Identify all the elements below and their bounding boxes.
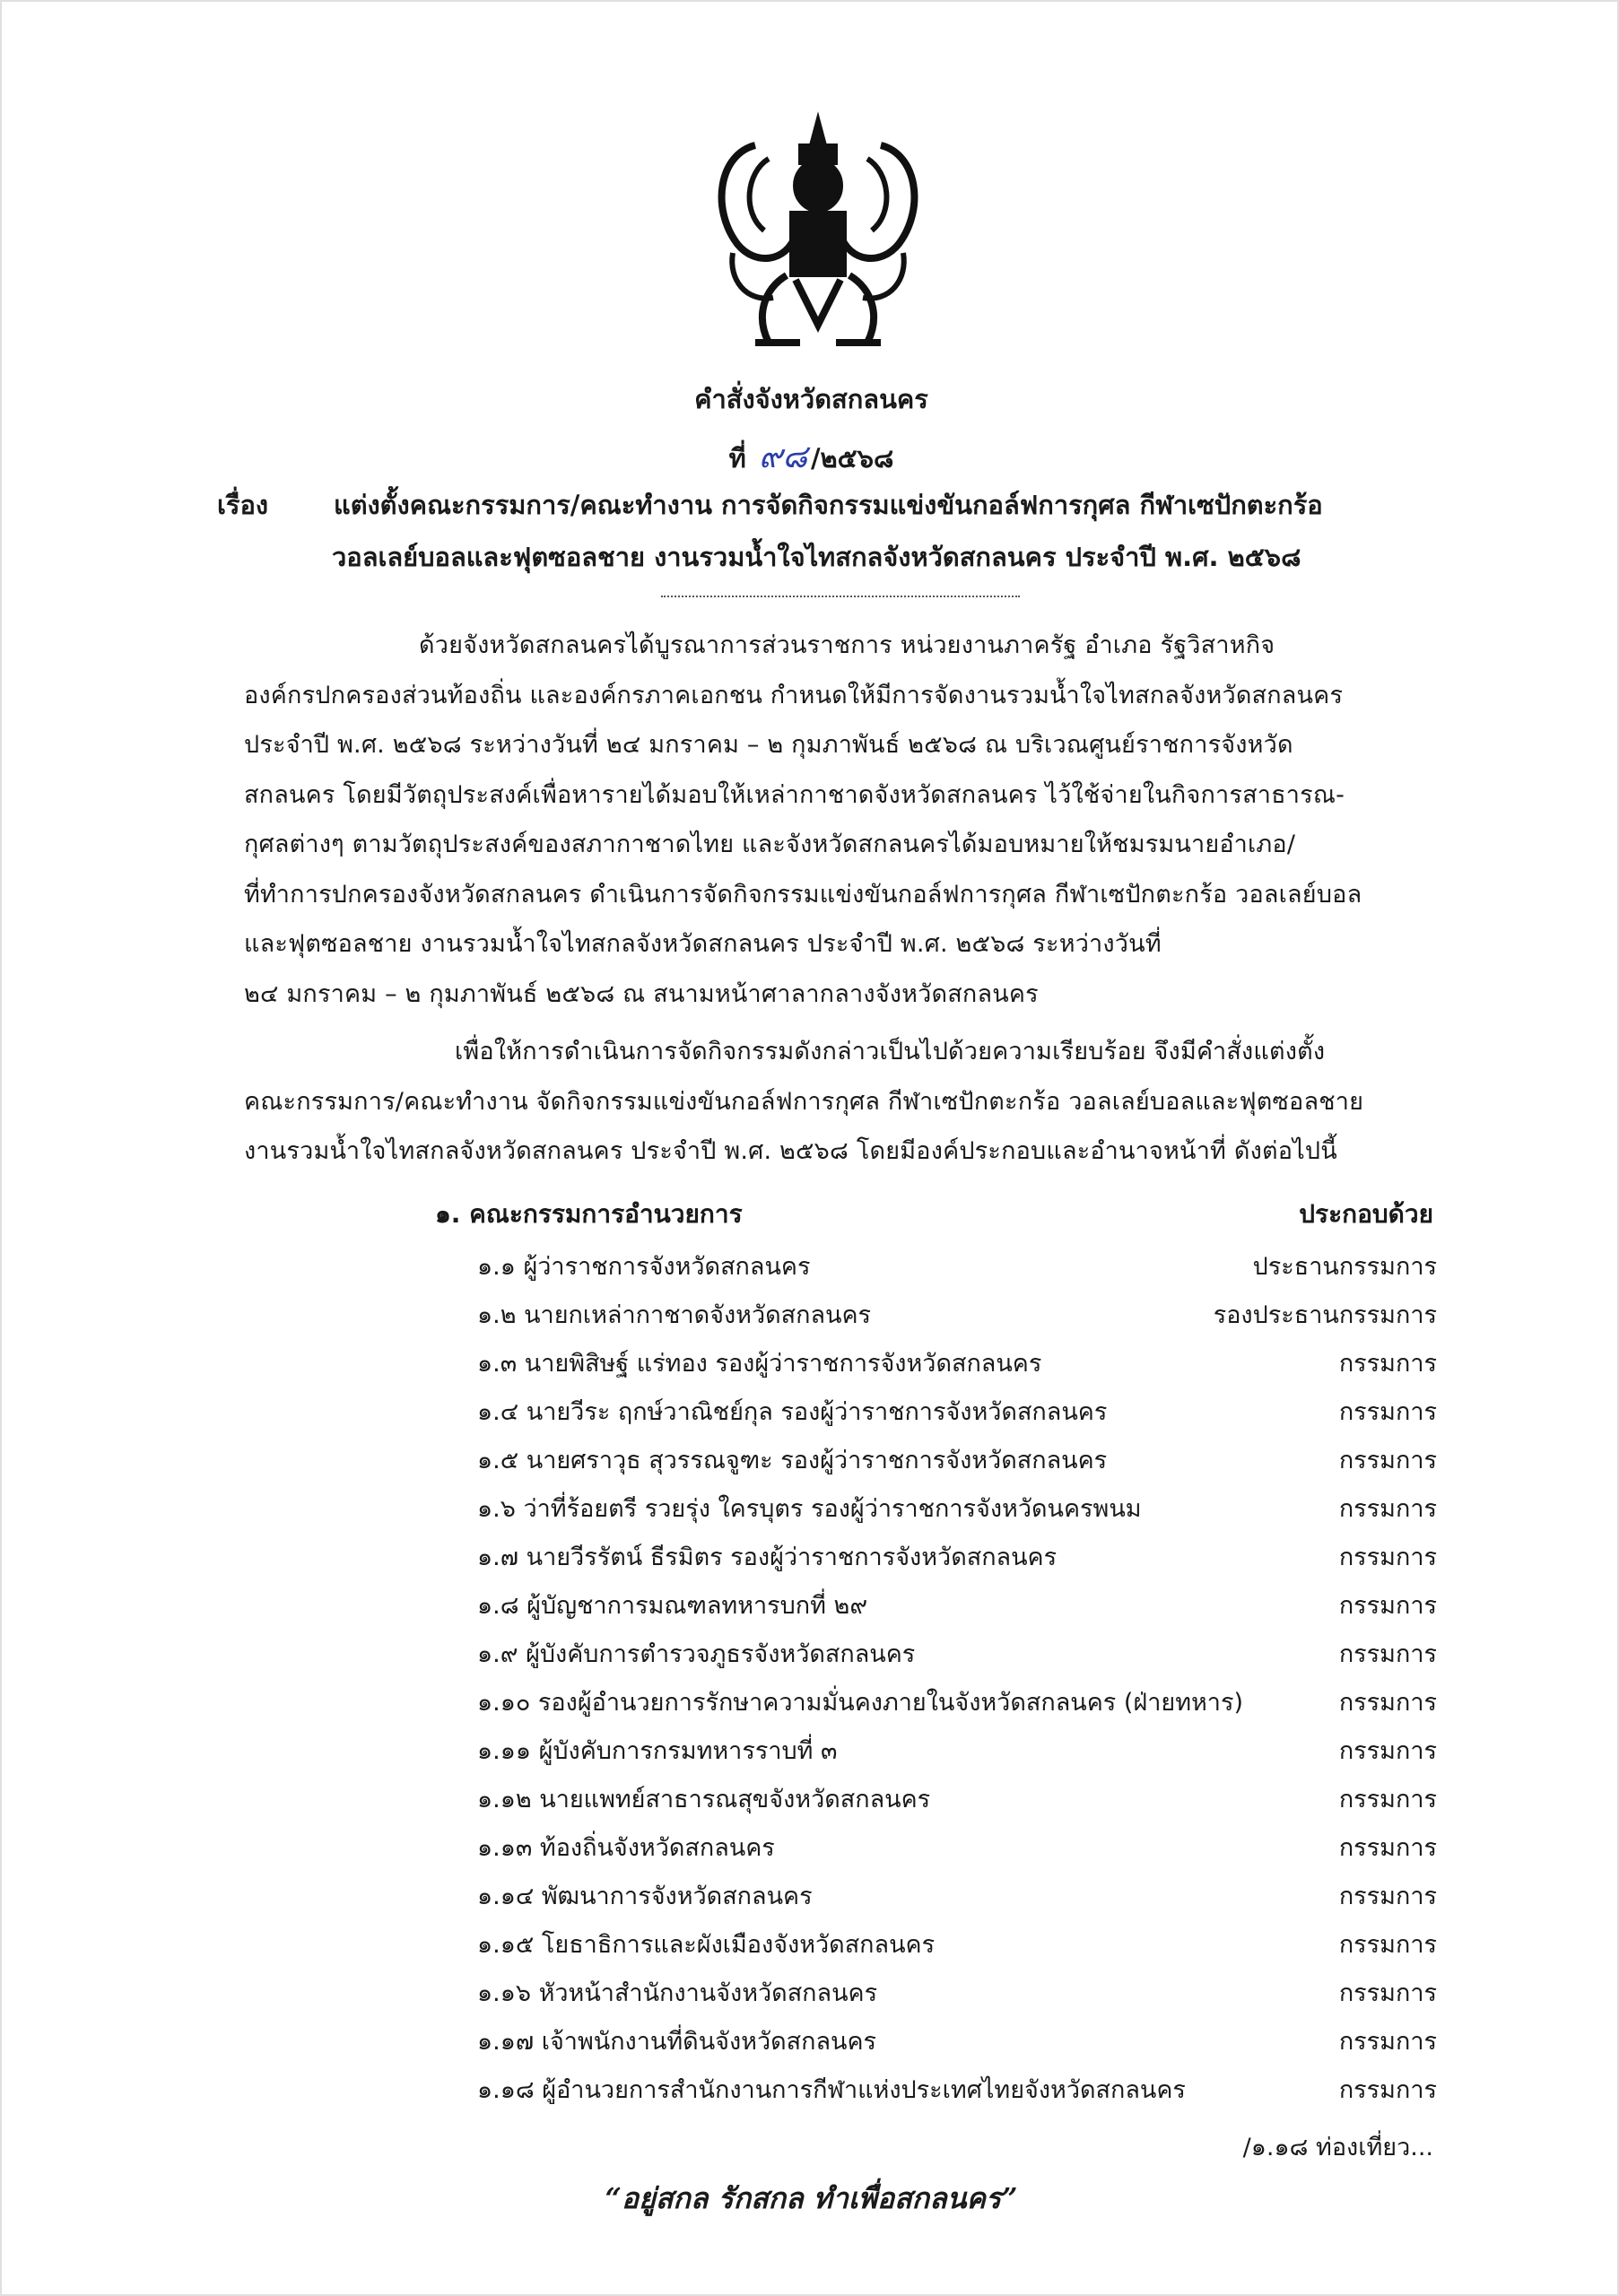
member-name: ๑.๖ ว่าที่ร้อยตรี รวยรุ่ง ใครบุตร รองผู้ว่าราชการจังหวัดนครพนม	[477, 1495, 1142, 1523]
committee-member-list	[477, 1243, 1437, 2115]
committee-member-row	[477, 1776, 1437, 1824]
committee-member-row	[477, 2066, 1437, 2115]
member-name: ๑.๕ นายศราวุธ สุวรรณจูฑะ รองผู้ว่าราชการจังหวัดสกลนคร	[477, 1447, 1108, 1474]
member-role: กรรมการ	[1338, 1447, 1437, 1474]
member-name: ๑.๑๒ นายแพทย์สาธารณสุขจังหวัดสกลนคร	[477, 1786, 931, 1813]
committee-member-row	[477, 1437, 1437, 1485]
committee-member-row	[477, 1534, 1437, 1582]
member-name: ๑.๑๖ หัวหน้าสำนักงานจังหวัดสกลนคร	[477, 1979, 878, 2007]
order-prefix: ที่	[728, 443, 746, 474]
committee-member-row	[477, 1631, 1437, 1679]
member-name: ๑.๔ นายวีระ ฤกษ์วาณิชย์กุล รองผู้ว่าราชการจังหวัดสกลนคร	[477, 1398, 1108, 1426]
member-name: ๑.๑ ผู้ว่าราชการจังหวัดสกลนคร	[477, 1253, 811, 1281]
member-role: กรรมการ	[1338, 1398, 1437, 1426]
member-role: กรรมการ	[1338, 2076, 1437, 2104]
committee-member-row	[477, 1970, 1437, 2018]
member-role: กรรมการ	[1338, 2028, 1437, 2056]
member-role: กรรมการ	[1338, 1640, 1437, 1668]
order-number-handwritten: ๙๘	[758, 439, 807, 475]
paragraph-line: ที่ทำการปกครองจังหวัดสกลนคร ดำเนินการจัดกิจกรรมแข่งขันกอล์ฟการกุศล กีฬาเซปักตะกร้อ วอลเลย์บอล	[244, 880, 1362, 909]
member-name: ๑.๑๗ เจ้าพนักงานที่ดินจังหวัดสกลนคร	[477, 2028, 877, 2056]
member-role: กรรมการ	[1338, 1979, 1437, 2007]
committee-member-row	[477, 1485, 1437, 1534]
garuda-emblem-icon	[701, 109, 935, 356]
committee-member-row	[477, 2018, 1437, 2066]
subject-label: เรื่อง	[217, 490, 269, 520]
subject-line-1: แต่งตั้งคณะกรรมการ/คณะทำงาน การจัดกิจกรรมแข่งขันกอล์ฟการกุศล กีฬาเซปักตะกร้อ	[334, 490, 1323, 520]
paragraph-line: ๒๔ มกราคม – ๒ กุมภาพันธ์ ๒๕๖๘ ณ สนามหน้าศาลากลางจังหวัดสกลนคร	[244, 979, 1039, 1008]
committee-heading: ๑. คณะกรรมการอำนวยการ	[435, 1199, 743, 1229]
member-name: ๑.๙ ผู้บังคับการตำรวจภูธรจังหวัดสกลนคร	[477, 1640, 916, 1668]
committee-member-row	[477, 1921, 1437, 1970]
member-role: กรรมการ	[1338, 1350, 1437, 1378]
member-name: ๑.๑๑ ผู้บังคับการกรมทหารราบที่ ๓	[477, 1737, 838, 1765]
member-name: ๑.๒ นายกเหล่ากาชาดจังหวัดสกลนคร	[477, 1301, 872, 1329]
member-role: กรรมการ	[1338, 1544, 1437, 1571]
member-name: ๑.๑๔ พัฒนาการจังหวัดสกลนคร	[477, 1883, 813, 1910]
member-name: ๑.๘ ผู้บัญชาการมณฑลทหารบกที่ ๒๙	[477, 1592, 868, 1620]
paragraph-2	[244, 1027, 1363, 1177]
order-number	[2, 430, 1619, 482]
member-name: ๑.๓ นายพิสิษฐ์ แร่ทอง รองผู้ว่าราชการจังหวัดสกลนคร	[477, 1350, 1042, 1378]
member-role: กรรมการ	[1338, 1737, 1437, 1765]
committee-member-row	[477, 1388, 1437, 1437]
paragraph-line: งานรวมน้ำใจไทสกลจังหวัดสกลนคร ประจำปี พ.ศ. ๒๕๖๘ โดยมีองค์ประกอบและอำนาจหน้าที่ ดังต่อไปนี้	[244, 1137, 1337, 1165]
member-name: ๑.๑๕ โยธาธิการและผังเมืองจังหวัดสกลนคร	[477, 1931, 936, 1959]
continued-marker: /๑.๑๘ ท่องเที่ยว...	[1242, 2134, 1433, 2161]
paragraph-line: และฟุตซอลชาย งานรวมน้ำใจไทสกลจังหวัดสกลนคร ประจำปี พ.ศ. ๒๕๖๘ ระหว่างวันที่	[244, 930, 1162, 958]
dotted-divider	[661, 583, 1020, 597]
committee-member-row	[477, 1292, 1437, 1340]
member-role: กรรมการ	[1338, 1786, 1437, 1813]
committee-member-row	[477, 1340, 1437, 1388]
paragraph-line: ด้วยจังหวัดสกลนครได้บูรณาการส่วนราชการ หน่วยงานภาครัฐ อำเภอ รัฐวิสาหกิจ	[419, 631, 1275, 659]
member-name: ๑.๑๓ ท้องถิ่นจังหวัดสกลนคร	[477, 1834, 775, 1862]
paragraph-line: ประจำปี พ.ศ. ๒๕๖๘ ระหว่างวันที่ ๒๔ มกราคม – ๒ กุมภาพันธ์ ๒๕๖๘ ณ บริเวณศูนย์ราชการจังหวัด	[244, 731, 1293, 759]
order-year: /๒๕๖๘	[810, 443, 894, 474]
order-title: คำสั่งจังหวัดสกลนคร	[694, 384, 928, 414]
member-name: ๑.๗ นายวีรรัตน์ ธีรมิตร รองผู้ว่าราชการจังหวัดสกลนคร	[477, 1544, 1058, 1571]
committee-member-row	[477, 1679, 1437, 1727]
paragraph-line: เพื่อให้การดำเนินการจัดกิจกรรมดังกล่าวเป็นไปด้วยความเรียบร้อย จึงมีคำสั่งแต่งตั้ง	[455, 1038, 1326, 1065]
paragraph-1	[244, 621, 1362, 1019]
member-name: ๑.๑๐ รองผู้อำนวยการรักษาความมั่นคงภายในจังหวัดสกลนคร (ฝ่ายทหาร)	[477, 1689, 1243, 1717]
member-role: กรรมการ	[1338, 1592, 1437, 1620]
committee-member-row	[477, 1243, 1437, 1292]
member-role: ประธานกรรมการ	[1252, 1253, 1437, 1281]
paragraph-line: องค์กรปกครองส่วนท้องถิ่น และองค์กรภาคเอกชน กำหนดให้มีการจัดงานรวมน้ำใจไทสกลจังหวัดสกลนคร	[244, 681, 1344, 709]
committee-member-row	[477, 1873, 1437, 1921]
consists-of-label: ประกอบด้วย	[1299, 1199, 1433, 1229]
paragraph-line: คณะกรรมการ/คณะทำงาน จัดกิจกรรมแข่งขันกอล์ฟการกุศล กีฬาเซปักตะกร้อ วอลเลย์บอลและฟุตซอลชาย	[244, 1087, 1364, 1116]
slogan: “อยู่สกล รักสกล ทำเพื่อสกลนคร”	[605, 2181, 1018, 2215]
subject-line-2: วอลเลย์บอลและฟุตซอลชาย งานรวมน้ำใจไทสกลจังหวัดสกลนคร ประจำปี พ.ศ. ๒๕๖๘	[332, 542, 1301, 572]
committee-member-row	[477, 1727, 1437, 1776]
member-role: กรรมการ	[1338, 1834, 1437, 1862]
member-role: กรรมการ	[1338, 1883, 1437, 1910]
paragraph-line: สกลนคร โดยมีวัตถุประสงค์เพื่อหารายได้มอบให้เหล่ากาชาดจังหวัดสกลนคร ไว้ใช้จ่ายในกิจการสาธารณ-	[244, 780, 1345, 809]
committee-member-row	[477, 1582, 1437, 1631]
member-role: กรรมการ	[1338, 1931, 1437, 1959]
member-role: กรรมการ	[1338, 1689, 1437, 1717]
member-role: รองประธานกรรมการ	[1213, 1301, 1437, 1329]
member-role: กรรมการ	[1338, 1495, 1437, 1523]
committee-member-row	[477, 1824, 1437, 1873]
member-name: ๑.๑๘ ผู้อำนวยการสำนักงานการกีฬาแห่งประเทศไทยจังหวัดสกลนคร	[477, 2076, 1186, 2104]
paragraph-line: กุศลต่างๆ ตามวัตถุประสงค์ของสภากาชาดไทย และจังหวัดสกลนครได้มอบหมายให้ชมรมนายอำเภอ/	[244, 831, 1296, 858]
